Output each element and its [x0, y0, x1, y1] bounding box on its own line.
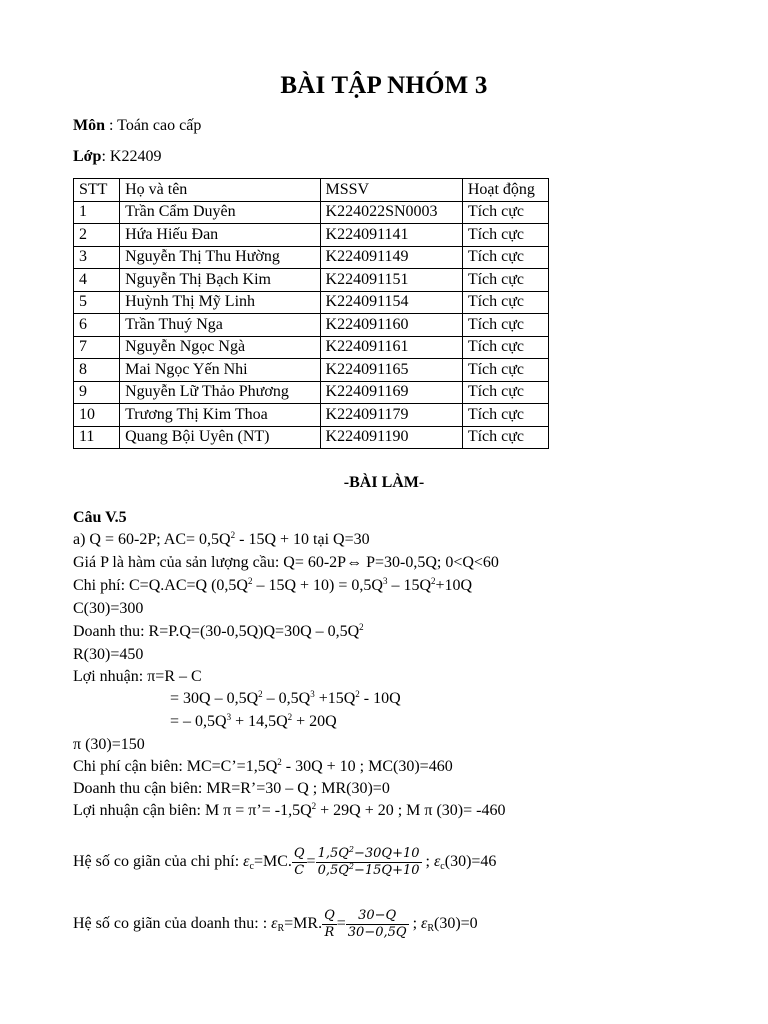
cell-mssv: K224091165	[320, 359, 462, 382]
exponent: 2	[247, 576, 253, 586]
subject-line	[73, 116, 201, 136]
table-row	[74, 224, 549, 247]
header-stt: STT	[74, 179, 120, 202]
exponent: 2	[230, 530, 236, 540]
text-span: a) Q = 60-2P; AC= 0,5Q	[73, 531, 231, 548]
table-body	[74, 201, 549, 449]
cell-stt: 3	[74, 246, 120, 269]
exponent: 2	[359, 622, 364, 632]
text-span: =MR.	[284, 915, 323, 933]
subscript: R	[427, 923, 434, 935]
cell-name: Hứa Hiếu Đan	[120, 224, 320, 247]
cell-stt: 7	[74, 336, 120, 359]
table-header-row	[74, 179, 549, 202]
text-span: Chi phí: C=Q.AC=Q (0,5Q	[73, 577, 248, 594]
math-line-11	[73, 757, 453, 777]
text-span: Lợi nhuận cận biên: M π = π’= -1,5Q	[73, 802, 312, 819]
fraction-denominator: 30−0,5Q	[347, 925, 407, 940]
math-line-5	[73, 622, 364, 642]
text-span: (30)=0	[434, 915, 478, 933]
cell-mssv: K224091179	[320, 404, 462, 427]
exponent: 2	[348, 862, 354, 871]
cell-activity: Tích cực	[462, 224, 548, 247]
class-line	[73, 147, 161, 167]
cell-activity: Tích cực	[462, 269, 548, 292]
cell-activity: Tích cực	[462, 404, 548, 427]
subscript: c	[249, 861, 254, 873]
text-span: Hệ số co giãn của doanh thu: :	[73, 915, 272, 933]
cell-mssv: K224091161	[320, 336, 462, 359]
question-heading: Câu V.5	[73, 509, 127, 526]
text-span: +15Q	[314, 690, 356, 707]
fraction-numerator: Q	[324, 908, 335, 923]
text-span: =MC.	[253, 853, 292, 871]
table-row	[74, 269, 549, 292]
math-line-4: C(30)=300	[73, 600, 144, 617]
math-line-13	[73, 801, 505, 821]
fraction-denominator	[316, 863, 422, 879]
exponent: 2	[355, 689, 360, 699]
cell-name: Nguyễn Thị Thu Hường	[120, 246, 320, 269]
cell-mssv: K224091141	[320, 224, 462, 247]
cell-activity: Tích cực	[462, 291, 548, 314]
math-line-9	[170, 712, 337, 732]
epsilon-symbol: ε	[433, 853, 441, 871]
cell-activity: Tích cực	[462, 381, 548, 404]
text-span: Doanh thu: R=P.Q=(30-0,5Q)Q=30Q – 0,5Q	[73, 623, 360, 640]
cell-name: Trần Cẩm Duyên	[120, 201, 320, 224]
cell-stt: 1	[74, 201, 120, 224]
exponent: 2	[431, 576, 436, 586]
table-row	[74, 359, 549, 382]
cell-name: Nguyễn Lữ Thảo Phương	[120, 381, 320, 404]
exponent: 3	[382, 576, 388, 586]
table-row	[74, 246, 549, 269]
text-span: – 15Q	[387, 577, 431, 594]
text-span: ;	[421, 853, 434, 871]
text-span: 0,5Q	[317, 863, 349, 878]
math-line-12: Doanh thu cận biên: MR=R’=30 – Q ; MR(30)=0	[73, 780, 390, 797]
cost-elasticity-line: Hệ số co giãn của chi phí: $\varepsilon_c=MC$. $\frac{Q}{C}$ = $\frac{1,5Q^2-30Q+10}{0,5Q^2-15Q+10}$ ; $\varepsilon_c(30)=46$	[73, 845, 497, 878]
text-span: + 29Q + 20 ; M π (30)= -460	[316, 802, 506, 819]
class-value: : K22409	[101, 148, 162, 165]
subject-value: : Toán cao cấp	[105, 117, 202, 134]
fraction-denominator: R	[324, 925, 335, 940]
cell-name: Nguyễn Ngọc Ngà	[120, 336, 320, 359]
table-row	[74, 426, 549, 449]
fraction-numerator	[316, 846, 422, 863]
math-line-10: π (30)=150	[73, 736, 145, 753]
exponent: 3	[226, 712, 232, 722]
cell-mssv: K224091160	[320, 314, 462, 337]
math-line-3	[73, 576, 472, 596]
cell-mssv: K224091149	[320, 246, 462, 269]
text-span: – 0,5Q	[262, 690, 311, 707]
cell-activity: Tích cực	[462, 336, 548, 359]
epsilon-symbol: ε	[271, 915, 278, 933]
cell-name: Huỳnh Thị Mỹ Linh	[120, 291, 320, 314]
header-name: Họ và tên	[120, 179, 320, 202]
cell-stt: 8	[74, 359, 120, 382]
cell-activity: Tích cực	[462, 314, 548, 337]
cell-stt: 11	[74, 426, 120, 449]
fraction-numerator: 30−Q	[346, 908, 409, 925]
epsilon-symbol: ε	[421, 915, 428, 933]
fraction-revenue-elasticity	[346, 908, 409, 941]
exponent: 2	[311, 801, 317, 811]
text-span: + 14,5Q	[231, 713, 288, 730]
text-span: ;	[408, 915, 422, 933]
section-heading: -BÀI LÀM-	[343, 474, 425, 491]
text-span: + 20Q	[292, 713, 337, 730]
text-span: - 15Q + 10 tại Q=30	[235, 531, 370, 548]
math-line-6: R(30)=450	[73, 646, 144, 663]
members-table	[73, 178, 549, 449]
cell-activity: Tích cực	[462, 201, 548, 224]
math-line-2: Giá P là hàm của sản lượng cầu: Q= 60-2P⇔ P=30-0,5Q; 0<Q<60	[73, 554, 499, 571]
exponent: 3	[310, 689, 315, 699]
text-span: = – 0,5Q	[170, 713, 227, 730]
cell-mssv: K224091151	[320, 269, 462, 292]
table-row	[74, 291, 549, 314]
cell-name: Trần Thuý Nga	[120, 314, 320, 337]
subscript: c	[440, 861, 445, 873]
cell-mssv: K224091169	[320, 381, 462, 404]
text-span: = 30Q – 0,5Q	[170, 690, 259, 707]
header-mssv: MSSV	[320, 179, 462, 202]
fraction-denominator: C	[294, 863, 305, 878]
cell-name: Mai Ngọc Yến Nhi	[120, 359, 320, 382]
text-span: −30Q+10	[354, 846, 420, 861]
text-span: - 10Q	[359, 690, 401, 707]
cell-stt: 10	[74, 404, 120, 427]
text-span: 1,5Q	[317, 846, 349, 861]
fraction-cost-elasticity	[316, 846, 422, 879]
cell-stt: 5	[74, 291, 120, 314]
text-span: Hệ số co giãn của chi phí:	[73, 853, 244, 871]
cell-name: Quang Bội Uyên (NT)	[120, 426, 320, 449]
math-line-7: Lợi nhuận: π=R – C	[73, 668, 202, 685]
table-row	[74, 381, 549, 404]
math-line-1	[73, 530, 370, 550]
document-title: BÀI TẬP NHÓM 3	[280, 72, 488, 99]
table-row	[74, 201, 549, 224]
text-span: +10Q	[435, 577, 473, 594]
exponent: 2	[348, 845, 354, 854]
fraction-q-over-c	[292, 846, 307, 879]
cell-stt: 2	[74, 224, 120, 247]
class-label: Lớp	[73, 148, 102, 165]
text-span: Chi phí cận biên: MC=C’=1,5Q	[73, 758, 278, 775]
cell-stt: 9	[74, 381, 120, 404]
text-span: (30)=46	[444, 853, 497, 871]
text-span: – 15Q + 10) = 0,5Q	[252, 577, 383, 594]
cell-activity: Tích cực	[462, 359, 548, 382]
cell-stt: 6	[74, 314, 120, 337]
text-span: −15Q+10	[354, 863, 420, 878]
cell-name: Trương Thị Kim Thoa	[120, 404, 320, 427]
subscript: R	[277, 923, 285, 935]
table-row	[74, 314, 549, 337]
table-row	[74, 404, 549, 427]
cell-mssv: K224091190	[320, 426, 462, 449]
epsilon-symbol: ε	[243, 853, 250, 871]
cell-mssv: K224022SN0003	[320, 201, 462, 224]
cell-activity: Tích cực	[462, 246, 548, 269]
cell-stt: 4	[74, 269, 120, 292]
exponent: 2	[277, 757, 282, 767]
cell-name: Nguyễn Thị Bạch Kim	[120, 269, 320, 292]
subject-label: Môn	[73, 117, 105, 134]
exponent: 2	[258, 689, 263, 699]
cell-activity: Tích cực	[462, 426, 548, 449]
cell-mssv: K224091154	[320, 291, 462, 314]
fraction-q-over-r	[322, 908, 337, 941]
fraction-numerator: Q	[293, 846, 305, 861]
math-line-8	[170, 689, 401, 709]
revenue-elasticity-line: Hệ số co giãn của doanh thu: : $\varepsilon_R=MR$. $\frac{Q}{R}$ = $\frac{30-Q}{30-0,5Q}$ ; $\varepsilon_R(30)=0$	[73, 908, 478, 940]
table-row	[74, 336, 549, 359]
header-activity: Hoạt động	[462, 179, 548, 202]
exponent: 2	[287, 712, 293, 722]
text-span: - 30Q + 10 ; MC(30)=460	[281, 758, 453, 775]
